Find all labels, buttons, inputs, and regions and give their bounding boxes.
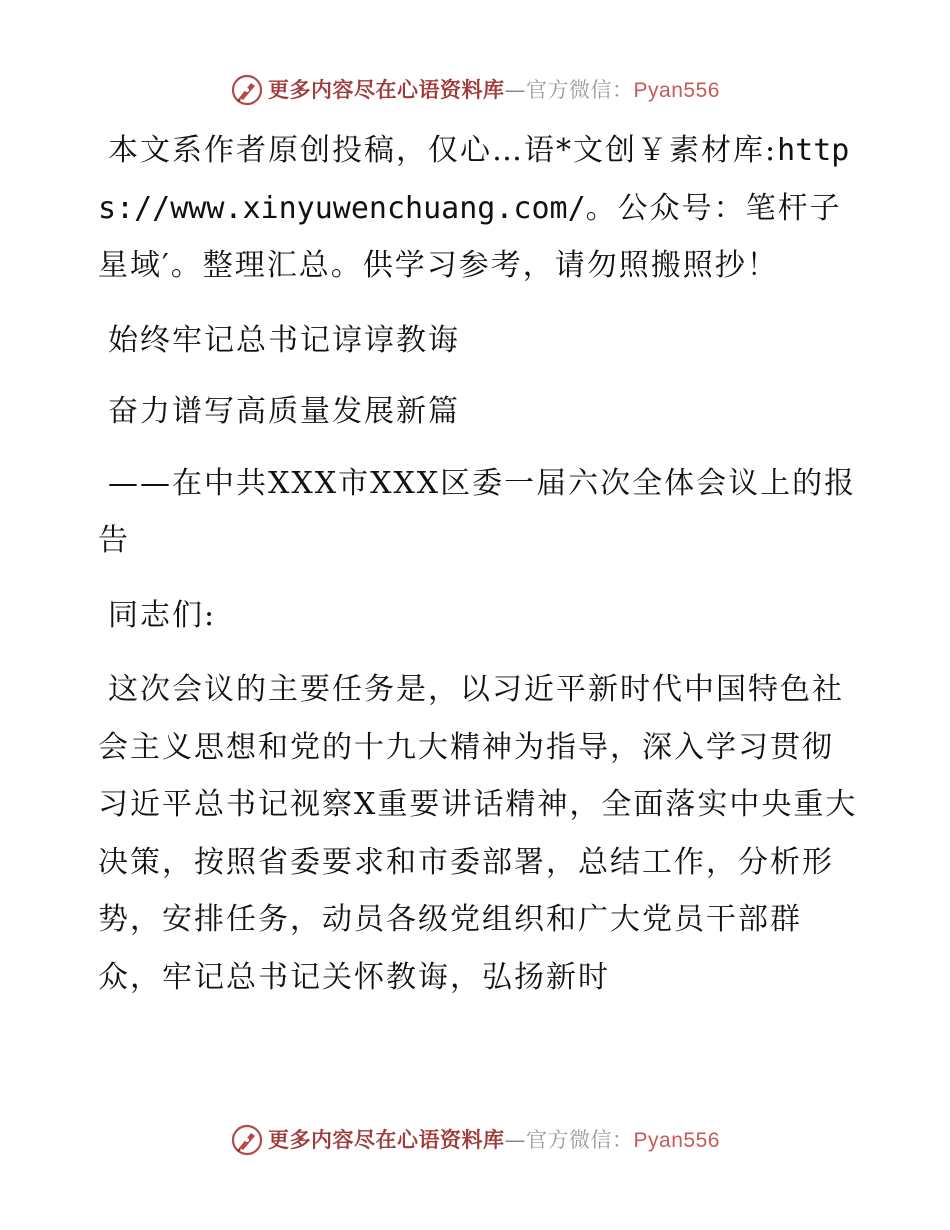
title-line-1: 始终牢记总书记谆谆教诲	[108, 322, 460, 358]
footer-wechat-label: 官方微信：	[526, 1127, 634, 1152]
footer-banner-text	[268, 1127, 720, 1152]
intro-text: 本文系作者原创投稿，仅心…语*文创￥素材库:	[108, 133, 778, 168]
header-banner-text	[268, 77, 720, 102]
body-paragraph-1: 这次会议的主要任务是，以习近平新时代中国特色社会主义思想和党的十九大精神为指导，深入学习贯彻习近平总书记视察X重要讲话精神，全面落实中央重大决策，按照省委要求和市委部署，总结工作，分析形势，安排任务，动员各级党组织和广大党员干部群众，牢记总书记关怀教诲，弘扬新时	[98, 672, 858, 995]
subtitle: ——在中共XXX市XXX区委一届六次全体会议上的报告	[98, 465, 857, 558]
pen-logo-icon	[230, 1123, 264, 1157]
header-wechat-id: Pyan556	[633, 78, 720, 102]
pen-logo-icon	[230, 73, 264, 107]
document-body	[98, 122, 858, 1023]
header-banner	[0, 70, 950, 110]
footer-banner	[0, 1120, 950, 1160]
intro-paragraph	[98, 122, 858, 295]
footer-wechat-id: Pyan556	[633, 1128, 720, 1152]
footer-dash: —	[504, 1127, 527, 1152]
header-brand: 更多内容尽在心语资料库	[268, 77, 505, 102]
salutation: 同志们:	[108, 597, 217, 633]
title-line-2: 奋力谱写高质量发展新篇	[108, 394, 460, 429]
intro-text-tail: 。公众号：笔杆子星域′。整理汇总。供学习参考，请勿照搬照抄！	[98, 190, 842, 283]
header-wechat-label: 官方微信：	[526, 77, 634, 102]
header-dash: —	[504, 77, 527, 102]
footer-brand: 更多内容尽在心语资料库	[268, 1127, 505, 1152]
intro-url: https://www.xinyuwenchuang.com/	[98, 133, 850, 226]
